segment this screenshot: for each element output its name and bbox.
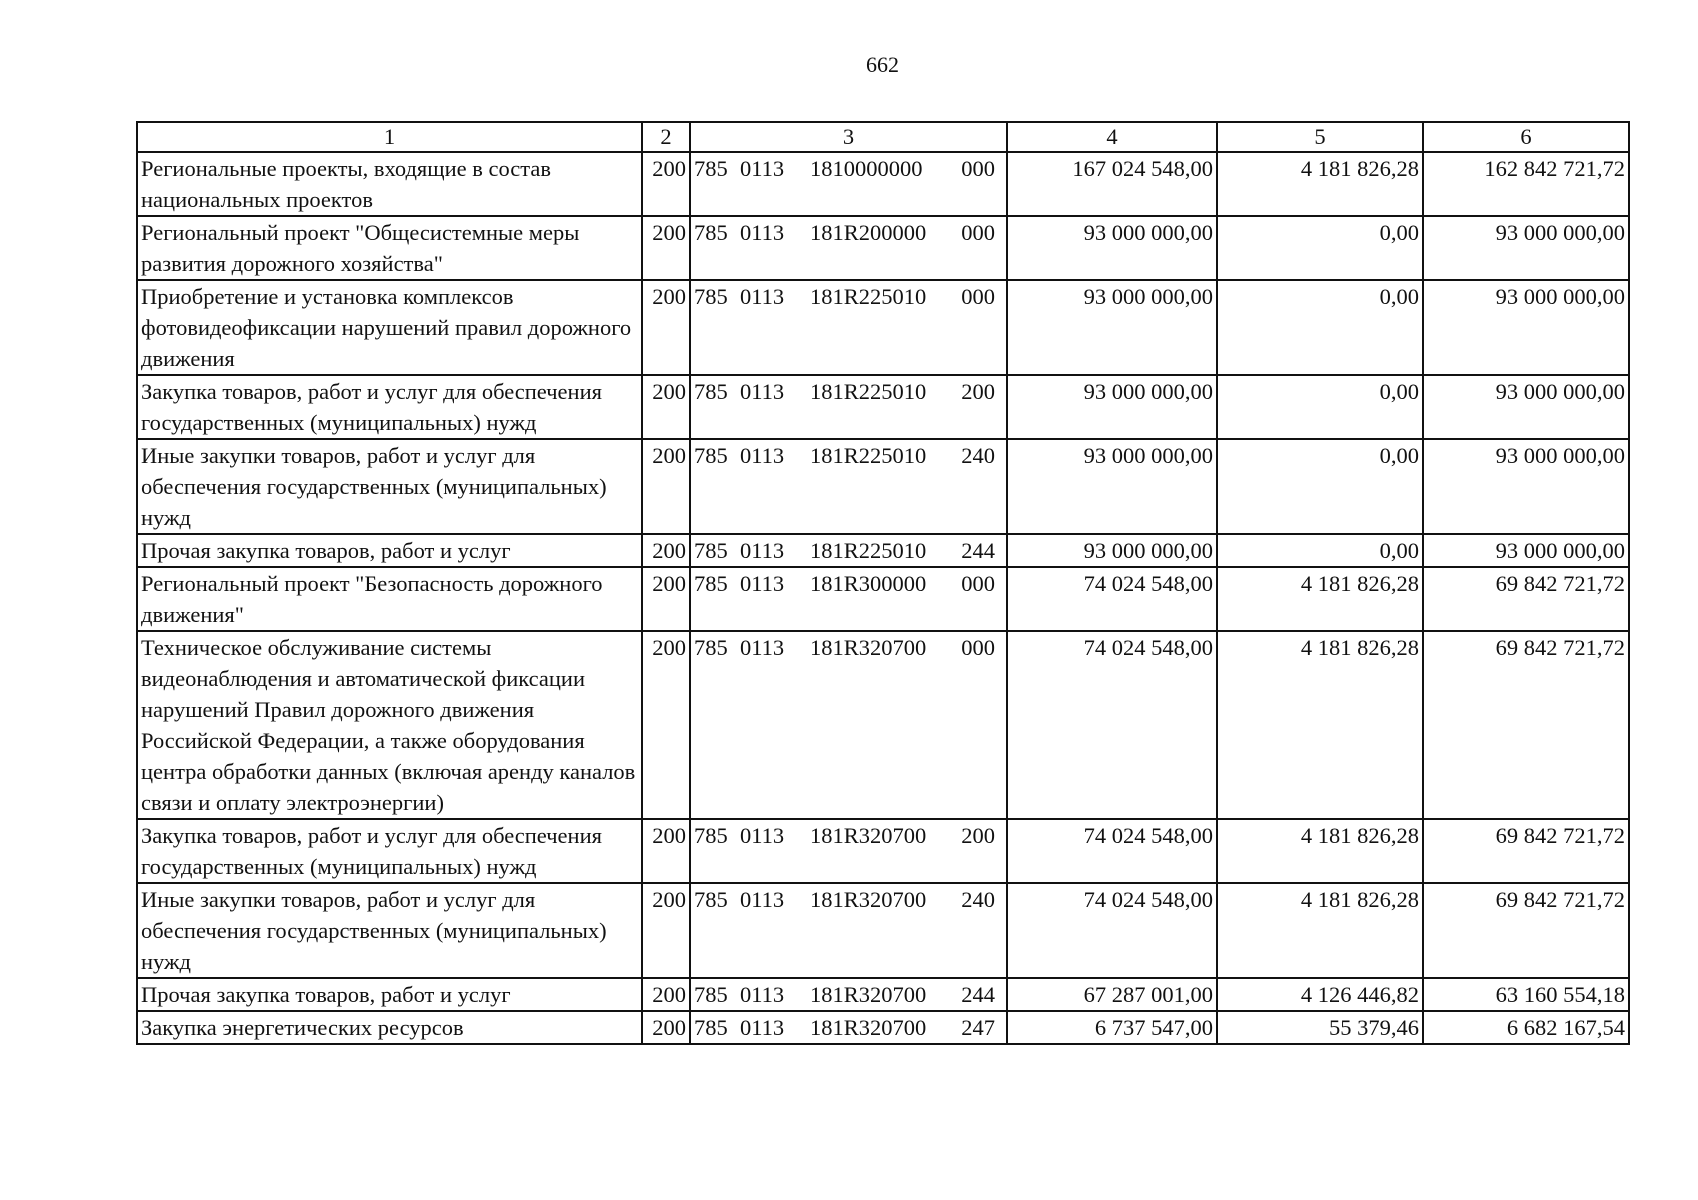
department-code: 785 — [694, 571, 728, 596]
row-classification-cell — [690, 216, 1007, 280]
target-article-code: 181R225010 — [810, 443, 927, 468]
row-code-cell: 200 — [642, 819, 690, 883]
row-name-cell: Региональный проект "Общесистемные меры развития дорожного хозяйства" — [137, 216, 642, 280]
department-code: 785 — [694, 538, 728, 563]
row-name-cell: Прочая закупка товаров, работ и услуг — [137, 534, 642, 567]
expense-type-code: 240 — [961, 887, 995, 912]
expense-type-code: 000 — [961, 635, 995, 660]
expense-type-code: 000 — [961, 571, 995, 596]
section-code: 0113 — [740, 1015, 785, 1040]
section-code: 0113 — [740, 443, 785, 468]
page-number: 662 — [866, 52, 899, 77]
department-code: 785 — [694, 156, 728, 181]
row-classification-cell — [690, 978, 1007, 1011]
row-classification-cell — [690, 631, 1007, 819]
target-article-code: 181R320700 — [810, 635, 927, 660]
section-code: 0113 — [740, 379, 785, 404]
target-article-code: 181R225010 — [810, 379, 927, 404]
row-classification-cell — [690, 819, 1007, 883]
row-classification-cell — [690, 1011, 1007, 1044]
target-article-code: 181R320700 — [810, 823, 927, 848]
table-row — [137, 819, 1629, 883]
row-amount-cell: 167 024 548,00 — [1007, 152, 1217, 216]
column-header-3: 3 — [690, 122, 1007, 152]
expense-type-code: 240 — [961, 443, 995, 468]
target-article-code: 181R225010 — [810, 284, 927, 309]
row-code-cell: 200 — [642, 631, 690, 819]
target-article-code: 181R320700 — [810, 1015, 927, 1040]
row-classification-cell — [690, 439, 1007, 534]
row-executed-cell: 55 379,46 — [1217, 1011, 1423, 1044]
row-amount-cell: 93 000 000,00 — [1007, 216, 1217, 280]
target-article-code: 181R320700 — [810, 887, 927, 912]
row-code-cell: 200 — [642, 216, 690, 280]
section-code: 0113 — [740, 887, 785, 912]
row-amount-cell: 93 000 000,00 — [1007, 375, 1217, 439]
row-remaining-cell: 69 842 721,72 — [1423, 819, 1629, 883]
row-amount-cell: 6 737 547,00 — [1007, 1011, 1217, 1044]
row-amount-cell: 67 287 001,00 — [1007, 978, 1217, 1011]
column-header-5: 5 — [1217, 122, 1423, 152]
expense-type-code: 000 — [961, 156, 995, 181]
column-header-6: 6 — [1423, 122, 1629, 152]
expense-type-code: 244 — [961, 538, 995, 563]
expense-type-code: 247 — [961, 1015, 995, 1040]
row-executed-cell: 4 181 826,28 — [1217, 819, 1423, 883]
department-code: 785 — [694, 379, 728, 404]
row-remaining-cell: 6 682 167,54 — [1423, 1011, 1629, 1044]
row-name-cell: Техническое обслуживание системы видеонаблюдения и автоматической фиксации нарушений Правил дорожного движения Российской Федерации, а также оборудования центра обработки данных (включая аренду каналов связи и оплату электроэнергии) — [137, 631, 642, 819]
row-name-cell: Прочая закупка товаров, работ и услуг — [137, 978, 642, 1011]
row-code-cell: 200 — [642, 375, 690, 439]
expense-type-code: 200 — [961, 379, 995, 404]
row-remaining-cell: 93 000 000,00 — [1423, 439, 1629, 534]
row-code-cell: 200 — [642, 883, 690, 978]
table-row — [137, 978, 1629, 1011]
column-header-4: 4 — [1007, 122, 1217, 152]
row-name-cell: Закупка товаров, работ и услуг для обеспечения государственных (муниципальных) нужд — [137, 375, 642, 439]
row-name-cell: Закупка энергетических ресурсов — [137, 1011, 642, 1044]
row-name-cell: Региональный проект "Безопасность дорожного движения" — [137, 567, 642, 631]
expense-type-code: 000 — [961, 284, 995, 309]
row-classification-cell — [690, 280, 1007, 375]
department-code: 785 — [694, 220, 728, 245]
section-code: 0113 — [740, 156, 785, 181]
row-executed-cell: 4 181 826,28 — [1217, 883, 1423, 978]
section-code: 0113 — [740, 635, 785, 660]
row-amount-cell: 93 000 000,00 — [1007, 534, 1217, 567]
row-amount-cell: 74 024 548,00 — [1007, 819, 1217, 883]
row-amount-cell: 74 024 548,00 — [1007, 567, 1217, 631]
row-classification-cell — [690, 534, 1007, 567]
target-article-code: 181R225010 — [810, 538, 927, 563]
table-row — [137, 152, 1629, 216]
row-name-cell: Иные закупки товаров, работ и услуг для обеспечения государственных (муниципальных) нужд — [137, 883, 642, 978]
row-executed-cell: 0,00 — [1217, 216, 1423, 280]
row-classification-cell — [690, 567, 1007, 631]
row-classification-cell — [690, 883, 1007, 978]
row-executed-cell: 0,00 — [1217, 534, 1423, 567]
department-code: 785 — [694, 284, 728, 309]
section-code: 0113 — [740, 538, 785, 563]
row-code-cell: 200 — [642, 567, 690, 631]
row-remaining-cell: 93 000 000,00 — [1423, 534, 1629, 567]
section-code: 0113 — [740, 220, 785, 245]
department-code: 785 — [694, 887, 728, 912]
row-amount-cell: 74 024 548,00 — [1007, 883, 1217, 978]
table-row — [137, 883, 1629, 978]
row-executed-cell: 0,00 — [1217, 375, 1423, 439]
table-row — [137, 216, 1629, 280]
row-name-cell: Закупка товаров, работ и услуг для обеспечения государственных (муниципальных) нужд — [137, 819, 642, 883]
target-article-code: 181R300000 — [810, 571, 927, 596]
target-article-code: 1810000000 — [810, 156, 923, 181]
row-executed-cell: 0,00 — [1217, 280, 1423, 375]
row-code-cell: 200 — [642, 978, 690, 1011]
table-row — [137, 534, 1629, 567]
row-amount-cell: 74 024 548,00 — [1007, 631, 1217, 819]
section-code: 0113 — [740, 571, 785, 596]
row-amount-cell: 93 000 000,00 — [1007, 439, 1217, 534]
table-row — [137, 631, 1629, 819]
section-code: 0113 — [740, 284, 785, 309]
row-classification-cell — [690, 375, 1007, 439]
row-remaining-cell: 93 000 000,00 — [1423, 375, 1629, 439]
column-header-2: 2 — [642, 122, 690, 152]
department-code: 785 — [694, 823, 728, 848]
row-name-cell: Региональные проекты, входящие в состав национальных проектов — [137, 152, 642, 216]
table-row — [137, 567, 1629, 631]
row-name-cell: Приобретение и установка комплексов фотовидеофиксации нарушений правил дорожного движения — [137, 280, 642, 375]
section-code: 0113 — [740, 982, 785, 1007]
row-executed-cell: 4 126 446,82 — [1217, 978, 1423, 1011]
row-code-cell: 200 — [642, 152, 690, 216]
budget-table — [136, 121, 1630, 1045]
target-article-code: 181R200000 — [810, 220, 927, 245]
row-code-cell: 200 — [642, 280, 690, 375]
table-row — [137, 439, 1629, 534]
row-remaining-cell: 69 842 721,72 — [1423, 883, 1629, 978]
department-code: 785 — [694, 635, 728, 660]
table-header-row — [137, 122, 1629, 152]
row-remaining-cell: 69 842 721,72 — [1423, 567, 1629, 631]
target-article-code: 181R320700 — [810, 982, 927, 1007]
row-code-cell: 200 — [642, 1011, 690, 1044]
table-row — [137, 280, 1629, 375]
row-name-cell: Иные закупки товаров, работ и услуг для обеспечения государственных (муниципальных) нужд — [137, 439, 642, 534]
row-executed-cell: 4 181 826,28 — [1217, 631, 1423, 819]
column-header-1: 1 — [137, 122, 642, 152]
expense-type-code: 200 — [961, 823, 995, 848]
row-code-cell: 200 — [642, 439, 690, 534]
department-code: 785 — [694, 1015, 728, 1040]
expense-type-code: 000 — [961, 220, 995, 245]
expense-type-code: 244 — [961, 982, 995, 1007]
row-remaining-cell: 162 842 721,72 — [1423, 152, 1629, 216]
row-remaining-cell: 93 000 000,00 — [1423, 216, 1629, 280]
row-remaining-cell: 93 000 000,00 — [1423, 280, 1629, 375]
section-code: 0113 — [740, 823, 785, 848]
department-code: 785 — [694, 982, 728, 1007]
row-executed-cell: 4 181 826,28 — [1217, 152, 1423, 216]
row-code-cell: 200 — [642, 534, 690, 567]
department-code: 785 — [694, 443, 728, 468]
row-executed-cell: 4 181 826,28 — [1217, 567, 1423, 631]
row-amount-cell: 93 000 000,00 — [1007, 280, 1217, 375]
row-remaining-cell: 63 160 554,18 — [1423, 978, 1629, 1011]
row-remaining-cell: 69 842 721,72 — [1423, 631, 1629, 819]
table-row — [137, 375, 1629, 439]
table-row — [137, 1011, 1629, 1044]
row-classification-cell — [690, 152, 1007, 216]
row-executed-cell: 0,00 — [1217, 439, 1423, 534]
